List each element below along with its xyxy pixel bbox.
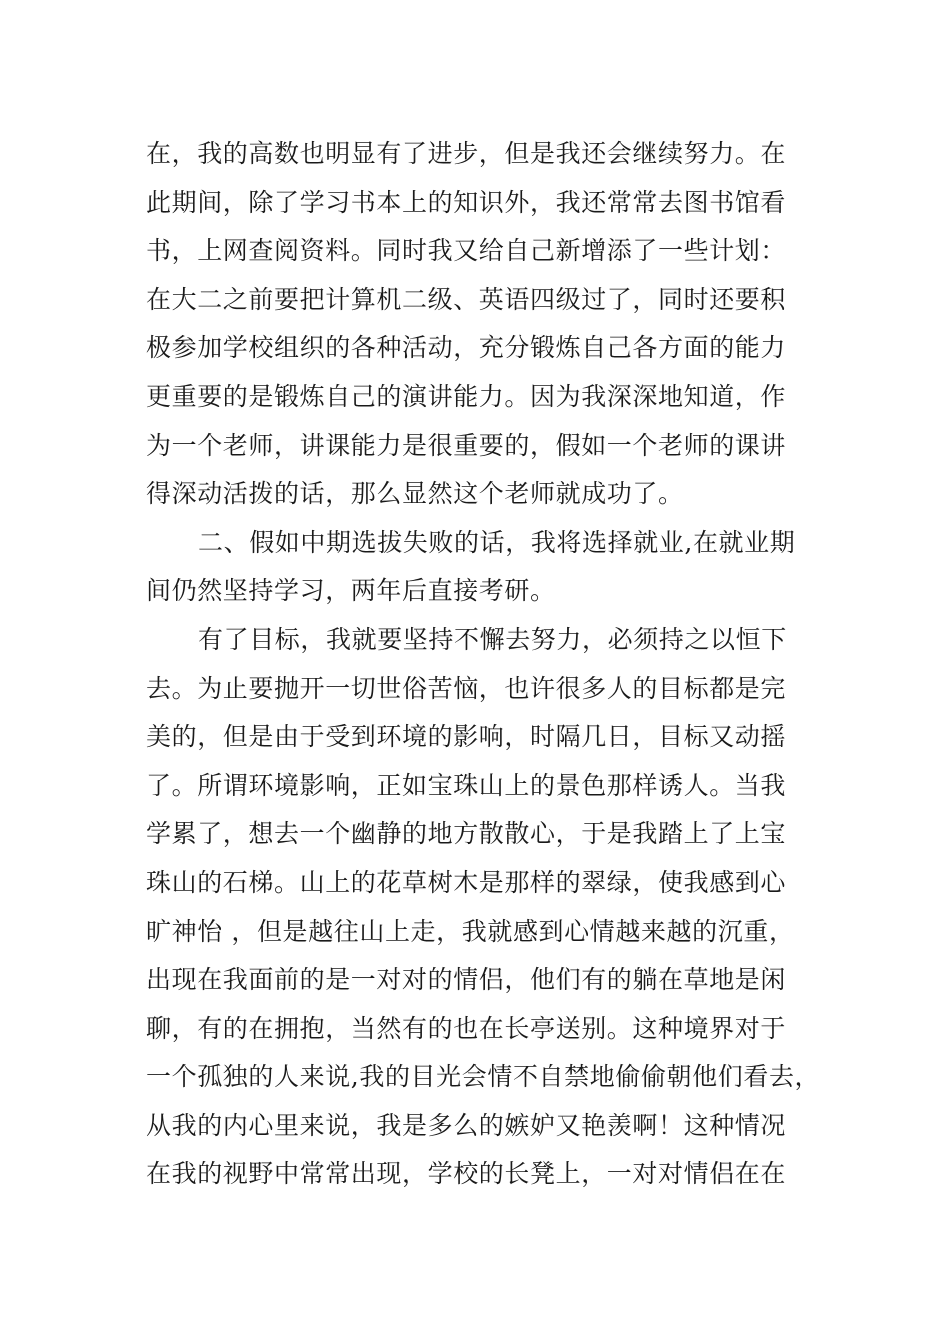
body-text	[146, 130, 821, 1199]
text-line: 更重要的是锻炼自己的演讲能力。因为我深深地知道，作	[146, 381, 787, 411]
text-line: 一个孤独的人来说,我的目光会情不自禁地偷偷朝他们看去，	[146, 1062, 821, 1092]
text-line: 珠山的石梯。山上的花草树木是那样的翠绿，使我感到心	[146, 867, 787, 897]
text-line: 在大二之前要把计算机二级、英语四级过了，同时还要积	[146, 284, 787, 314]
text-line: 间仍然坚持学习，两年后直接考研。	[146, 576, 556, 606]
text-line: 为一个老师，讲课能力是很重要的，假如一个老师的课讲	[146, 430, 787, 460]
text-line: 书，上网查阅资料。同时我又给自己新增添了一些计划：	[146, 236, 787, 266]
text-line: 出现在我面前的是一对对的情侣，他们有的躺在草地是闲	[146, 965, 787, 995]
text-line: 旷神怡 ，但是越往山上走，我就感到心情越来越的沉重，	[146, 916, 795, 946]
text-line: 了。所谓环境影响，正如宝珠山上的景色那样诱人。当我	[146, 770, 787, 800]
text-line: 极参加学校组织的各种活动，充分锻炼自己各方面的能力	[146, 333, 787, 363]
text-line: 此期间，除了学习书本上的知识外，我还常常去图书馆看	[146, 187, 787, 217]
text-line: 有了目标，我就要坚持不懈去努力，必须持之以恒下	[198, 624, 787, 654]
text-line: 去。为止要抛开一切世俗苦恼，也许很多人的目标都是完	[146, 673, 787, 703]
text-line: 得深动活拨的话，那么显然这个老师就成功了。	[146, 479, 684, 509]
text-line: 学累了，想去一个幽静的地方散散心，于是我踏上了上宝	[146, 819, 787, 849]
text-line: 在我的视野中常常出现，学校的长凳上，一对对情侣在在	[146, 1159, 787, 1189]
text-line: 聊，有的在拥抱，当然有的也在长亭送别。这种境界对于	[146, 1013, 787, 1043]
text-line: 二、假如中期选拔失败的话，我将选择就业,在就业期	[198, 527, 796, 557]
text-line: 美的，但是由于受到环境的影响，时隔几日，目标又动摇	[146, 722, 787, 752]
text-line: 在，我的高数也明显有了进步，但是我还会继续努力。在	[146, 139, 787, 168]
text-line: 从我的内心里来说，我是多么的嫉妒又艳羡啊！这种情况	[146, 1110, 787, 1140]
